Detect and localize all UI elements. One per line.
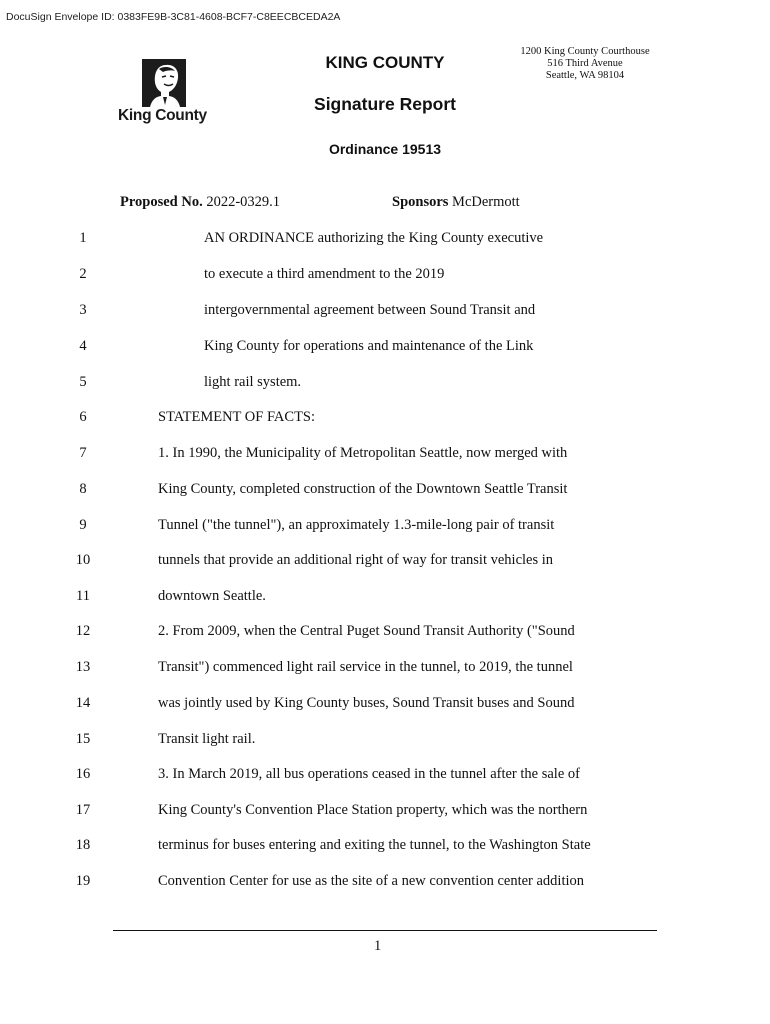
line-text: Transit") commenced light rail service in the tunnel, to 2019, the tunnel xyxy=(158,659,573,675)
line-text: King County, completed construction of the Downtown Seattle Transit xyxy=(158,481,568,497)
line-number: 9 xyxy=(79,517,87,533)
address-line-2: 516 Third Avenue xyxy=(547,58,623,69)
line-text: light rail system. xyxy=(204,374,302,390)
envelope-id: DocuSign Envelope ID: 0383FE9B-3C81-4608-BCF7-C8EECBCEDA2A xyxy=(6,11,341,23)
body-line xyxy=(0,764,770,784)
line-text: STATEMENT OF FACTS: xyxy=(158,409,316,425)
line-number: 6 xyxy=(79,409,87,425)
line-text: AN ORDINANCE authorizing the King County executive xyxy=(204,230,544,246)
line-text: 3. In March 2019, all bus operations ceased in the tunnel after the sale of xyxy=(158,766,580,782)
body-line xyxy=(0,550,770,570)
line-number: 12 xyxy=(75,623,91,639)
line-number: 14 xyxy=(75,695,91,711)
line-number: 11 xyxy=(76,588,90,604)
body-line xyxy=(0,443,770,463)
address-line-3: Seattle, WA 98104 xyxy=(545,70,625,81)
line-text: 2. From 2009, when the Central Puget Sound Transit Authority ("Sound xyxy=(158,623,575,639)
line-number: 19 xyxy=(75,873,91,889)
body-line xyxy=(0,372,770,392)
line-number: 8 xyxy=(79,481,87,497)
ordinance-number: Ordinance 19513 xyxy=(328,141,442,157)
line-text: 1. In 1990, the Municipality of Metropolitan Seattle, now merged with xyxy=(158,445,568,461)
line-text: was jointly used by King County buses, Sound Transit buses and Sound xyxy=(158,695,575,711)
footer-divider xyxy=(113,930,657,931)
line-text: Convention Center for use as the site of a new convention center addition xyxy=(158,873,585,889)
line-text: Tunnel ("the tunnel"), an approximately 1.3-mile-long pair of transit xyxy=(158,517,555,533)
courthouse-address xyxy=(510,46,660,82)
report-title: Signature Report xyxy=(314,94,456,114)
sponsors xyxy=(392,194,520,211)
body-line xyxy=(0,835,770,855)
mlk-portrait-icon xyxy=(142,59,186,107)
line-text: to execute a third amendment to the 2019 xyxy=(204,266,445,282)
line-text: downtown Seattle. xyxy=(158,588,266,604)
sponsors-value: McDermott xyxy=(452,194,520,210)
body-line xyxy=(0,693,770,713)
county-heading: KING COUNTY xyxy=(325,53,445,72)
proposed-label: Proposed No. xyxy=(120,194,203,210)
proposed-number xyxy=(120,194,280,211)
king-county-logo xyxy=(118,57,218,129)
proposed-value: 2022-0329.1 xyxy=(206,194,281,210)
line-number: 4 xyxy=(79,338,87,354)
body-line xyxy=(0,621,770,641)
address-line-1: 1200 King County Courthouse xyxy=(520,46,650,57)
body-line xyxy=(0,729,770,749)
line-number: 3 xyxy=(79,302,87,318)
line-text: King County for operations and maintenance of the Link xyxy=(204,338,534,354)
body-line xyxy=(0,586,770,606)
line-text: tunnels that provide an additional right of way for transit vehicles in xyxy=(158,552,554,568)
line-number: 10 xyxy=(75,552,91,568)
body-line xyxy=(0,264,770,284)
line-number: 7 xyxy=(79,445,87,461)
body-line xyxy=(0,228,770,248)
line-text: intergovernmental agreement between Sound Transit and xyxy=(204,302,536,318)
body-line xyxy=(0,300,770,320)
logo-text: King County xyxy=(118,107,207,124)
page-number: 1 xyxy=(374,938,382,954)
line-number: 17 xyxy=(75,802,91,818)
line-text: King County's Convention Place Station property, which was the northern xyxy=(158,802,588,818)
line-text: terminus for buses entering and exiting the tunnel, to the Washington State xyxy=(158,837,591,853)
line-number: 16 xyxy=(75,766,91,782)
body-line xyxy=(0,336,770,356)
body-line xyxy=(0,871,770,891)
line-number: 2 xyxy=(79,266,87,282)
line-text: Transit light rail. xyxy=(158,731,256,747)
body-line xyxy=(0,407,770,427)
body-line xyxy=(0,800,770,820)
line-number: 1 xyxy=(79,230,87,246)
body-line xyxy=(0,657,770,677)
sponsors-label: Sponsors xyxy=(392,194,449,210)
body-line xyxy=(0,479,770,499)
line-number: 13 xyxy=(75,659,91,675)
line-number: 15 xyxy=(75,731,91,747)
line-number: 18 xyxy=(75,837,91,853)
line-number: 5 xyxy=(79,374,87,390)
body-line xyxy=(0,515,770,535)
